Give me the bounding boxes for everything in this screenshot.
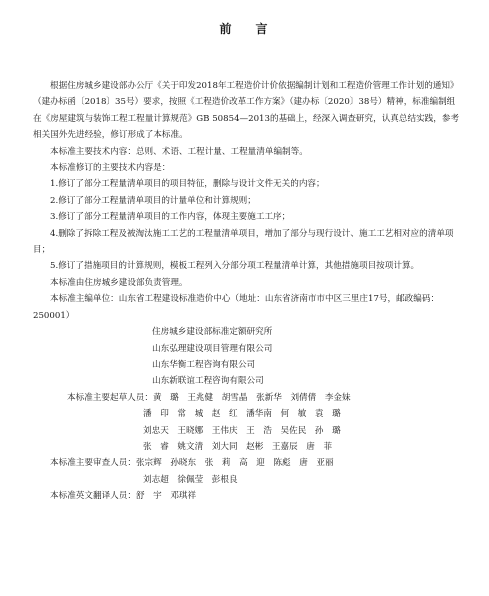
title-char-1: 前 [219,22,234,36]
drafters-row [33,390,463,406]
revise-intro-paragraph: 本标准修订的主要技术内容是： [50,163,171,174]
drafters-line-3: 刘忠天 王晓娜 王伟庆 王 浩 吴佐民 孙 璐 [143,425,341,436]
chief-unit-paragraph: 本标准主编单位：山东省工程建设标准造价中心（地址：山东省济南市市中区三里庄17号，邮政编码：250001） [33,294,440,321]
manage-paragraph: 本标准由住房城乡建设部负责管理。 [50,277,188,288]
revise-item-3: 3.修订了部分工程量清单项目的工作内容，体现主要施工工序； [50,212,291,223]
drafters-label: 本标准主要起草人员： [67,392,153,403]
participating-unit-1: 住房城乡建设部标准定额研究所 [152,327,273,338]
document-body [33,78,463,505]
translators-names: 舒 宇 邓琪祥 [135,491,197,502]
participating-unit-2: 山东弘理建设项目管理有限公司 [152,343,273,354]
drafters-line-2: 潘 印 常 城 赵 红 潘华南 何 敏 袁 璐 [143,409,341,420]
drafters-line-1: 黄 璐 王兆健 胡雪晶 张新华 刘倩倩 李金妹 [152,392,351,403]
reviewers-label: 本标准主要审查人员： [50,458,136,469]
reviewers-row [33,455,463,471]
reviewers-line-1: 张宗辉 孙晓东 张 莉 高 迎 陈彪 唐 亚丽 [135,458,334,469]
revise-item-2: 2.修订了部分工程量清单项目的计量单位和计算规则； [50,195,256,206]
translators-row [33,488,463,504]
intro-paragraph: 根据住房城乡建设部办公厅《关于印发2018年工程造价计价依据编制计划和工程造价管理工作计划的通知》（建办标函〔2018〕35号）要求，按照《工程造价改革工作方案》（建办标〔2020〕38号）精神，标准编制组在《房屋建筑与装饰工程工程量计算规范》GB 50854—2013的基础上，经深入调查研究，认真总结实践，参考相关国外先进经验，修订形成了本标准。 [33,81,460,141]
participating-unit-3: 山东华衡工程咨询有限公司 [152,359,256,370]
participating-unit-4: 山东新联谊工程咨询有限公司 [152,376,264,387]
title-char-2: 言 [255,22,270,36]
drafters-line-4: 张 睿 姚文清 刘大同 赵彬 王嘉辰 唐 菲 [143,441,333,452]
page-title [0,20,489,37]
reviewers-line-2: 刘志超 徐佩莹 彭根良 [143,474,238,485]
revise-item-1: 1.修订了部分工程量清单项目的项目特征，删除与设计文件无关的内容； [50,179,325,190]
translators-label: 本标准英文翻译人员： [50,491,136,502]
content-paragraph: 本标准主要技术内容：总则、术语、工程计量、工程量清单编制等。 [50,146,308,157]
revise-item-5: 5.修订了措施项目的计算规则，模板工程列入分部分项工程量清单计算，其他措施项目按项计算。 [50,261,420,272]
revise-item-4: 4.删除了拆除工程及被淘汰施工工艺的工程量清单项目，增加了部分与现行设计、施工工艺相对应的清单项目； [33,228,454,256]
